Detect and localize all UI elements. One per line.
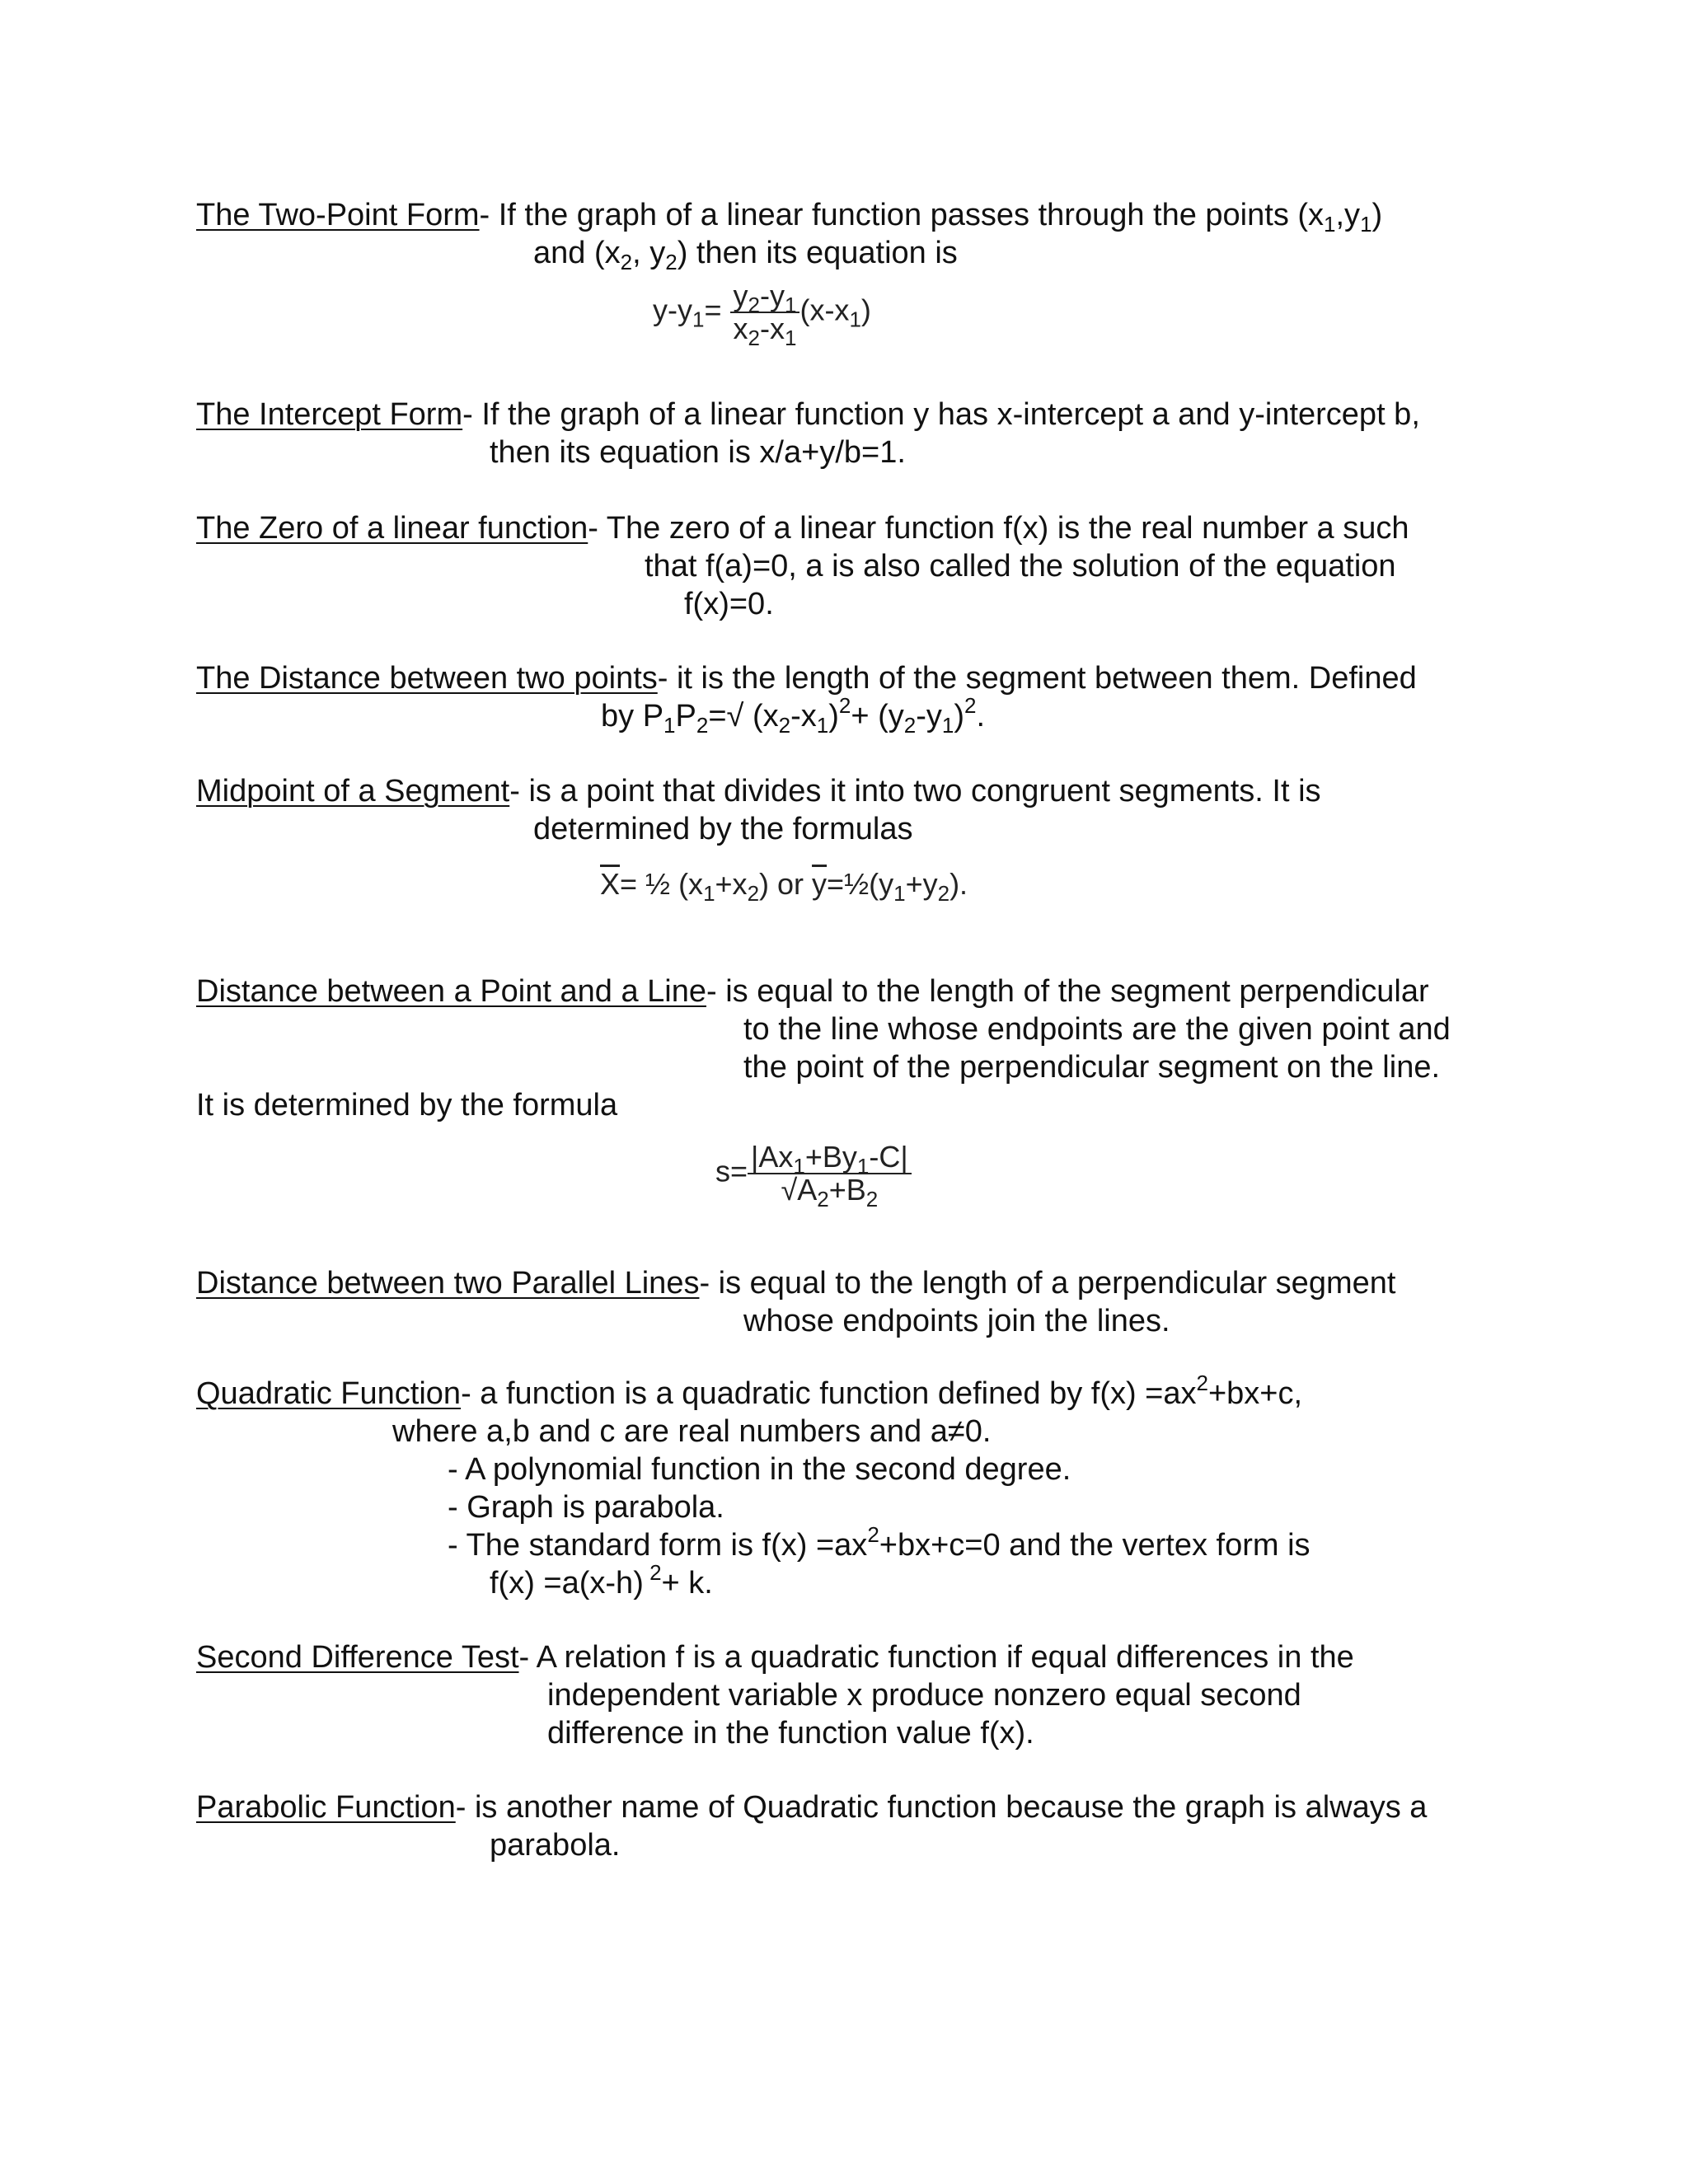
midpoint-line2: determined by the formulas	[533, 812, 913, 846]
term-two-point-form: The Two-Point Form	[196, 198, 480, 232]
term-intercept-form: The Intercept Form	[196, 397, 463, 432]
distance-line2: by $P_1P_2=√$ $(x_2-x_1)^2+ (y_2-y_1)^2$.	[601, 693, 986, 738]
second-diff-line3: difference in the function value f(x).	[547, 1716, 1034, 1750]
term-midpoint: Midpoint of a Segment	[196, 774, 510, 808]
point-line-line1: Distance between a Point and a Line- is equal to the length of the segment perpendicular	[196, 974, 1429, 1009]
parabolic-line1: Parabolic Function- is another name of Quadratic function because the graph is always a	[196, 1790, 1428, 1825]
quadratic-bullet3: - The standard form is $f(x) =ax^2+bx+c=0$ and the vertex form is	[448, 1522, 1311, 1563]
zero-line2: that f(a)=0, a is also called the solution of the equation	[645, 549, 1396, 583]
point-line-line2: to the line whose endpoints are the given point and	[743, 1012, 1451, 1047]
zero-line1: The Zero of a linear function- The zero of a linear function f(x) is the real number a such	[196, 511, 1409, 546]
two-point-formula: $y-y_1=$ $\frac{y_2-y_1}{x_2-x_1}$ $(x-x_1)$	[653, 279, 871, 350]
term-parallel: Distance between two Parallel Lines	[196, 1266, 700, 1301]
midpoint-line1: Midpoint of a Segment- is a point that divides it into two congruent segments. It is	[196, 774, 1321, 808]
parallel-line1: Distance between two Parallel Lines- is equal to the length of a perpendicular segment	[196, 1266, 1396, 1301]
distance-fraction: $\frac{|Ax_1+By_1-C|}{√A_2+B_2}$	[748, 1141, 912, 1206]
parabolic-line2: parabola.	[490, 1828, 621, 1863]
slope-fraction: $\frac{y_2-y_1}{x_2-x_1}$	[730, 280, 800, 344]
quadratic-bullet2: - Graph is parabola.	[448, 1490, 724, 1525]
point-line-formula: s= $\frac{|Ax_1+By_1-C|}{√A_2+B_2}$	[715, 1141, 912, 1206]
parallel-line2: whose endpoints join the lines.	[743, 1304, 1170, 1338]
term-zero: The Zero of a linear function	[196, 511, 588, 546]
term-point-line: Distance between a Point and a Line	[196, 974, 706, 1009]
term-parabolic: Parabolic Function	[196, 1790, 456, 1825]
point-line-line3: the point of the perpendicular segment on the line.	[743, 1050, 1441, 1085]
quadratic-bullet1: - A polynomial function in the second degree.	[448, 1452, 1071, 1487]
midpoint-formula: $\overline{X}=$ ½ $(x_1+x_2)$ or $\overline{y}=\frac{1}{2}(y_1+y_2)$.	[600, 867, 968, 906]
second-diff-line2: independent variable x produce nonzero equal second	[547, 1678, 1301, 1713]
quadratic-bullet4: f(x) =a(x-h) $^2$+ k.	[490, 1560, 713, 1601]
term-quadratic: Quadratic Function	[196, 1376, 462, 1411]
two-point-line1: The Two-Point Form- If the graph of a linear function passes through the points $(x_1,y_1)$	[196, 198, 1383, 237]
point-line-line4: It is determined by the formula	[196, 1088, 618, 1122]
intercept-line1: The Intercept Form- If the graph of a linear function y has x-intercept a and y-intercept b,	[196, 397, 1420, 432]
intercept-line2: then its equation is x/a+y/b=1.	[490, 435, 906, 470]
term-second-difference: Second Difference Test	[196, 1640, 519, 1675]
two-point-line2: and ($x_2$, $y_2$) then its equation is	[533, 236, 958, 274]
distance-line1: The Distance between two points- it is the length of the segment between them. Defined	[196, 661, 1417, 696]
quadratic-line2: where a,b and c are real numbers and a≠0.	[392, 1414, 992, 1449]
term-distance: The Distance between two points	[196, 661, 658, 696]
second-diff-line1: Second Difference Test- A relation f is a quadratic function if equal differences in the	[196, 1640, 1354, 1675]
quadratic-line1: Quadratic Function- a function is a quadratic function defined by $f(x) =ax^2+bx+c$,	[196, 1371, 1303, 1411]
zero-line3: f(x)=0.	[684, 587, 774, 621]
